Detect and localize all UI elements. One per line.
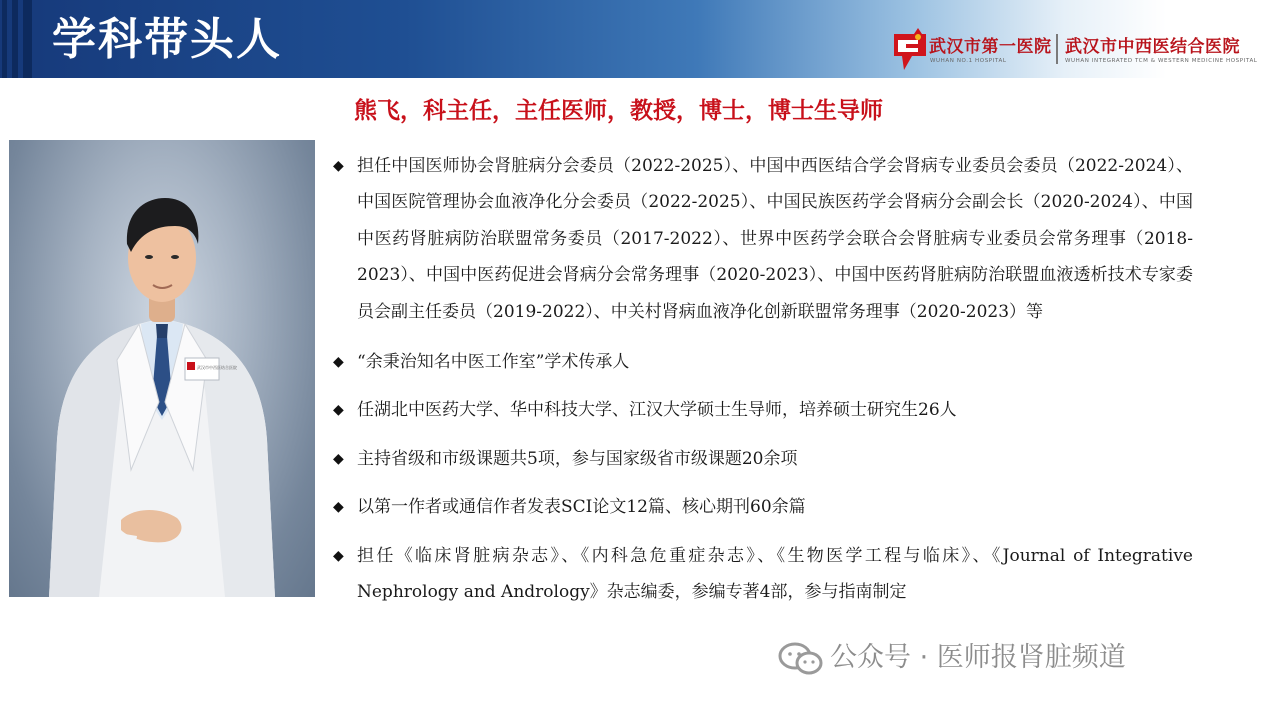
list-item-text: 以第一作者或通信作者发表SCI论文12篇、核心期刊60余篇 — [357, 497, 806, 518]
photo-badge-text: 武汉市中西医结合医院 — [197, 365, 237, 370]
portrait-photo — [9, 140, 315, 597]
list-item — [333, 392, 1193, 428]
header-stripe — [2, 0, 7, 78]
diamond-bullet-icon: ◆ — [333, 499, 344, 516]
header-stripe — [23, 0, 32, 78]
doctor-portrait-illustration — [9, 140, 315, 597]
header-stripe — [12, 0, 18, 78]
list-item — [333, 441, 1193, 477]
hospital-logo — [884, 26, 1258, 72]
list-item-text: “余秉治知名中医工作室”学术传承人 — [357, 352, 630, 373]
list-item — [333, 489, 1193, 525]
hospital2-english-name: WUHAN INTEGRATED TCM & WESTERN MEDICINE HOSPITAL — [1065, 58, 1258, 64]
diamond-bullet-icon: ◆ — [333, 450, 344, 467]
diamond-bullet-icon: ◆ — [333, 402, 344, 419]
list-item-text: 任湖北中医药大学、华中科技大学、江汉大学硕士生导师，培养硕士研究生26人 — [357, 400, 957, 421]
logo-divider — [1056, 34, 1058, 64]
hospital-emblem-icon — [888, 26, 928, 72]
list-item-text: 担任《临床肾脏病杂志》、《内科急危重症杂志》、《生物医学工程与临床》、《Journal of Integrative Nephrology and Andrology》杂志编委，参编专著4部，参与指南制定 — [357, 545, 1193, 603]
hospital1-name: 武汉市第一医院 — [929, 37, 1052, 57]
list-item-text: 主持省级和市级课题共5项，参与国家级省市级课题20余项 — [357, 448, 798, 469]
achievements-list — [333, 148, 1193, 610]
list-item — [333, 148, 1193, 330]
list-item — [333, 538, 1193, 611]
diamond-bullet-icon: ◆ — [333, 547, 344, 564]
hospital2-name: 武汉市中西医结合医院 — [1065, 37, 1240, 57]
list-item-text: 担任中国医师协会肾脏病分会委员（2022-2025）、中国中西医结合学会肾病专业委员会委员（2022-2024）、中国医院管理协会血液净化分会委员（2022-2025）、中国民族医药学会肾病分会副会长（2020-2024）、中国中医药肾脏病防治联盟常务委员（2017-2022）、世界中医药学会联合会肾脏病专业委员会常务理事（2018-2023）、中国中医药促进会肾病分会常务理事（2020-2023）、中国中医药肾脏病防治联盟血液透析技术专家委员会副主任委员（2019-2022）、中关村肾病血液净化创新联盟常务理事（2020-2023）等 — [357, 156, 1193, 322]
wechat-icon — [778, 642, 824, 676]
hospital1-english-name: WUHAN NO.1 HOSPITAL — [930, 58, 1007, 64]
list-item — [333, 344, 1193, 380]
watermark-text: 公众号 · 医师报肾脏频道 — [830, 642, 1126, 673]
header-band — [0, 0, 1268, 78]
slide-title: 学科带头人 — [52, 14, 282, 65]
person-title: 熊飞，科主任，主任医师，教授，博士，博士生导师 — [354, 98, 883, 124]
diamond-bullet-icon: ◆ — [333, 158, 344, 174]
diamond-bullet-icon: ◆ — [333, 354, 344, 371]
